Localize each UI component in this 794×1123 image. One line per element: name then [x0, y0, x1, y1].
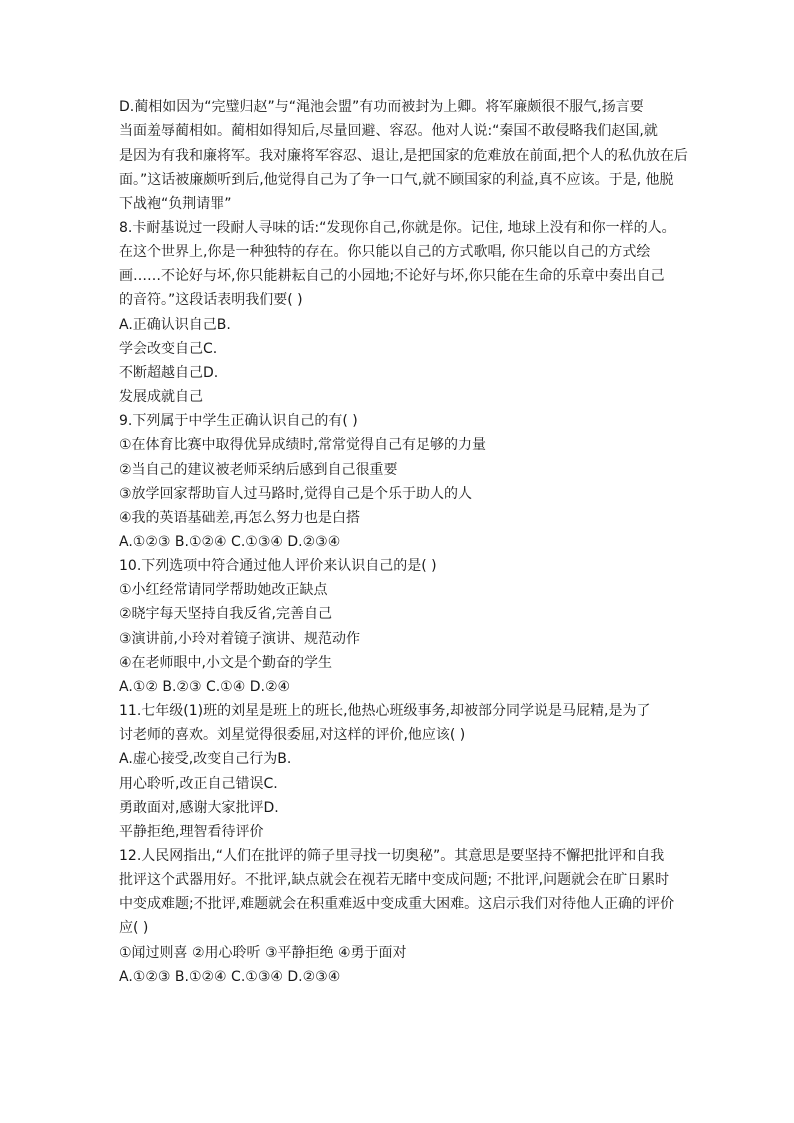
question-8-line-3: 画……不论好与坏,你只能耕耘自己的小园地;不论好与坏,你只能在生命的乐章中奏出自己	[119, 268, 665, 284]
question-11-option-c: 勇敢面对,感谢大家批评D.	[119, 800, 279, 816]
question-8-line-4: 的音符。”这段话表明我们要( )	[119, 292, 303, 308]
question-8-line-2: 在这个世界上,你是一种独特的存在。你只能以自己的方式歌唱, 你只能以自己的方式绘	[119, 244, 651, 260]
question-9-item-3: ③放学回家帮助盲人过马路时,觉得自己是个乐于助人的人	[119, 486, 472, 502]
question-10-stem: 10.下列选项中符合通过他人评价来认识自己的是( )	[119, 558, 437, 574]
question-10-item-3: ③演讲前,小玲对着镜子演讲、规范动作	[119, 631, 360, 647]
option-d-line-3: 是因为有我和廉将军。我对廉将军容忍、退让,是把国家的危难放在前面,把个人的私仇放在后	[119, 148, 688, 164]
question-11-line-1: 11.七年级(1)班的刘星是班上的班长,他热心班级事务,却被部分同学说是马屁精,是为了	[119, 703, 651, 719]
question-12-line-3: 中变成难题;不批评,难题就会在积重难返中变成重大困难。这启示我们对待他人正确的评价	[119, 896, 675, 912]
option-d-line-2: 当面羞辱蔺相如。蔺相如得知后,尽量回避、容忍。他对人说:“秦国不敢侵略我们赵国,就	[119, 123, 658, 139]
question-11-option-d: 平静拒绝,理智看待评价	[119, 824, 264, 840]
option-d-line-4: 面。”这话被廉颇听到后,他觉得自己为了争一口气,就不顾国家的利益,真不应该。于是, 他脱	[119, 172, 674, 188]
option-d-line-1: D.蔺相如因为“完璧归赵”与“渑池会盟”有功而被封为上卿。将军廉颇很不服气,扬言要	[119, 99, 644, 115]
question-11-option-b: 用心聆听,改正自己错误C.	[119, 776, 278, 792]
question-8-option-b: 学会改变自己C.	[119, 341, 218, 357]
question-9-item-4: ④我的英语基础差,再怎么努力也是白搭	[119, 510, 360, 526]
question-8-option-d: 发展成就自己	[119, 389, 203, 405]
question-9-options: A.①②③ B.①②④ C.①③④ D.②③④	[119, 534, 341, 550]
question-10-item-4: ④在老师眼中,小文是个勤奋的学生	[119, 655, 333, 671]
question-12-items: ①闻过则喜 ②用心聆听 ③平静拒绝 ④勇于面对	[119, 945, 407, 961]
question-8-option-a: A.正确认识自己B.	[119, 317, 231, 333]
question-11-line-2: 讨老师的喜欢。刘星觉得很委屈,对这样的评价,他应该( )	[119, 727, 466, 743]
question-12-line-4: 应( )	[119, 920, 149, 936]
question-9-stem: 9.下列属于中学生正确认识自己的有( )	[119, 413, 358, 429]
question-10-item-2: ②晓宇每天坚持自我反省,完善自己	[119, 606, 333, 622]
question-12-options: A.①②③ B.①②④ C.①③④ D.②③④	[119, 969, 341, 985]
question-10-item-1: ①小红经常请同学帮助她改正缺点	[119, 582, 328, 598]
question-9-item-2: ②当自己的建议被老师采纳后感到自己很重要	[119, 462, 398, 478]
question-8-option-c: 不断超越自己D.	[119, 365, 219, 381]
question-10-options: A.①② B.②③ C.①④ D.②④	[119, 679, 291, 695]
question-8-line-1: 8.卡耐基说过一段耐人寻味的话:“发现你自己,你就是你。记住, 地球上没有和你一样的人。	[119, 220, 676, 236]
question-12-line-2: 批评这个武器用好。不批评,缺点就会在视若无睹中变成问题; 不批评,问题就会在旷日累时	[119, 872, 670, 888]
question-9-item-1: ①在体育比赛中取得优异成绩时,常常觉得自己有足够的力量	[119, 437, 486, 453]
question-11-option-a: A.虚心接受,改变自己行为B.	[119, 751, 292, 767]
option-d-line-5: 下战袍“负荆请罪”	[119, 196, 232, 212]
question-12-line-1: 12.人民网指出,“人们在批评的筛子里寻找一切奥秘”。其意思是要坚持不懈把批评和自我	[119, 848, 665, 864]
